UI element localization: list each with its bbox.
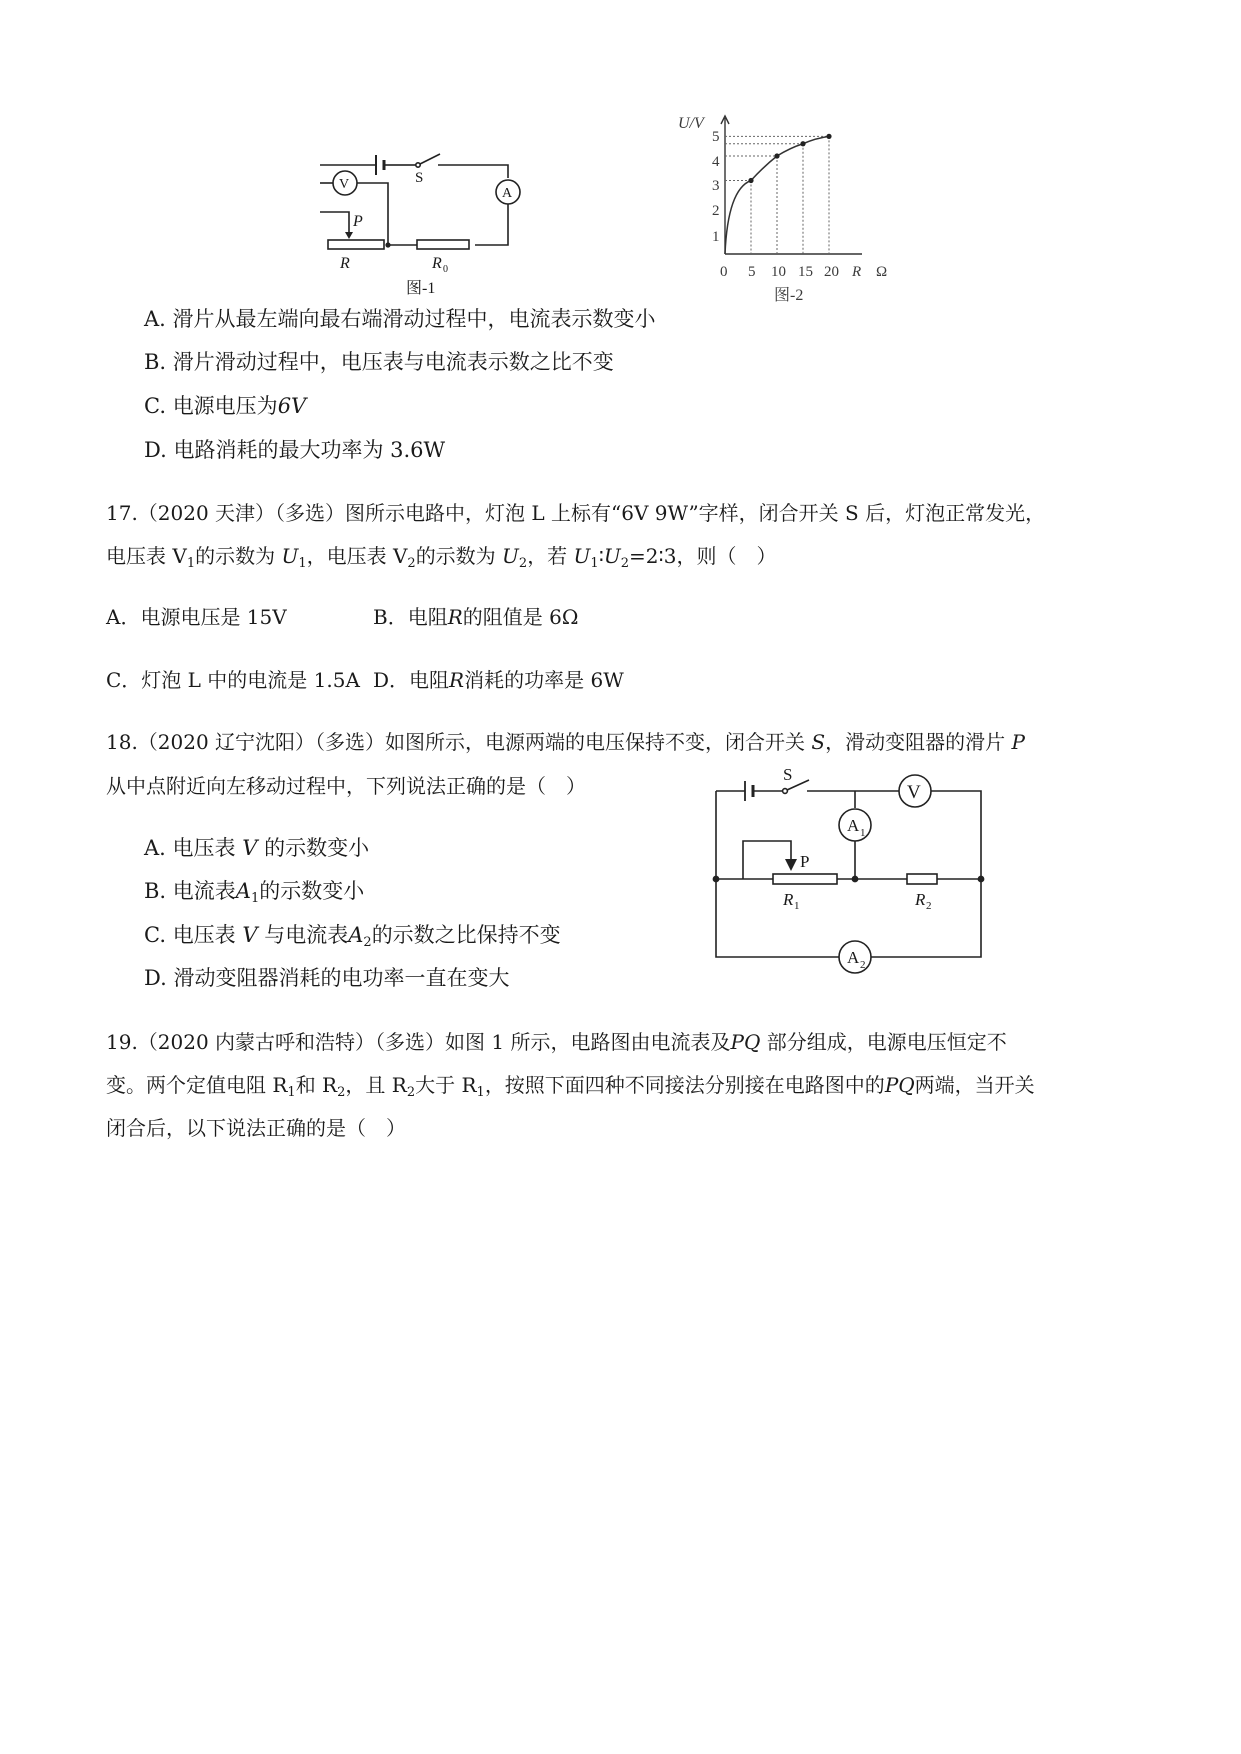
- text-segment: 部分组成，电源电压恒定不: [766, 1030, 1007, 1054]
- slider-label: P: [800, 852, 810, 871]
- text-segment: 电压表: [172, 836, 236, 860]
- text-segment: 滑动变阻器消耗的电功率一直在变大: [173, 966, 510, 990]
- option-letter: D.: [144, 966, 167, 990]
- figure-2-graph: [672, 110, 922, 320]
- option-text: 电路消耗的最大功率为 3.6W: [173, 438, 446, 462]
- voltmeter-label: V: [907, 782, 921, 803]
- text-segment: ，滑动变阻器的滑片: [825, 730, 1006, 754]
- text-segment: 与电流表: [264, 923, 349, 947]
- variable-u: U: [502, 544, 519, 568]
- figure-1-circuit: [320, 140, 550, 300]
- text-segment: 的阻值是 6Ω: [462, 605, 579, 629]
- q18-stem-line-1: [106, 728, 1025, 756]
- r1-label: R: [783, 890, 794, 909]
- text-segment: 的示数为: [415, 544, 496, 568]
- x-axis-label-r: R: [852, 264, 862, 280]
- y-axis-label: U/V: [678, 115, 704, 132]
- text-segment: ，电压表 V: [306, 544, 408, 568]
- text-segment: 变。两个定值电阻 R: [106, 1073, 288, 1097]
- x-tick-20: 20: [824, 264, 839, 280]
- slider-label: P: [353, 213, 363, 230]
- resistor-subscript: 0: [443, 264, 448, 275]
- text-segment: =2∶3，则（ ）: [629, 544, 777, 568]
- q17-stem-line-2: [106, 542, 776, 570]
- variable-r: R: [447, 605, 463, 629]
- q18-option-b: [144, 877, 364, 905]
- text-segment: 18.（2020 辽宁沈阳）（多选）如图所示，电源两端的电压保持不变，闭合开关: [106, 730, 806, 754]
- variable-v: V: [242, 923, 258, 947]
- variable-pq: PQ: [884, 1073, 915, 1097]
- x-tick-5: 5: [748, 264, 756, 280]
- text-segment: 的示数变小: [264, 836, 370, 860]
- text-segment: 消耗的功率是 6W: [464, 668, 624, 692]
- q19-stem-line-2: [106, 1071, 1035, 1099]
- x-axis-label-unit: Ω: [876, 264, 888, 280]
- q17-option-a: A．电源电压是 15V: [106, 605, 287, 629]
- x-tick-10: 10: [771, 264, 786, 280]
- y-tick-2: 2: [712, 203, 720, 219]
- rheostat-label: R: [340, 255, 350, 272]
- option-letter: C.: [144, 394, 166, 418]
- variable-u: U: [281, 544, 299, 568]
- text-segment: ，且 R: [345, 1073, 407, 1097]
- ammeter-2-subscript: 2: [860, 959, 866, 971]
- ammeter-1-label: A: [847, 816, 860, 835]
- subscript: 2: [406, 1085, 416, 1100]
- q16-option-a: [144, 305, 656, 333]
- q19-stem-line-3: 闭合后，以下说法正确的是（ ）: [106, 1116, 406, 1140]
- variable-u: U: [573, 544, 591, 568]
- q18-option-d: [144, 964, 509, 992]
- figure-1-caption: 图-1: [406, 280, 436, 297]
- option-letter: C.: [144, 923, 166, 947]
- graph-points: [748, 134, 831, 183]
- q18-circuit-figure: [705, 760, 1005, 985]
- subscript: 2: [337, 1085, 346, 1100]
- text-segment: 电流表: [172, 879, 236, 903]
- q17-option-d: [373, 666, 624, 694]
- option-letter: A.: [144, 836, 166, 860]
- text-segment: D．电阻: [373, 668, 450, 692]
- q16-option-d: [144, 436, 445, 464]
- variable-v: V: [242, 836, 258, 860]
- subscript: 1: [250, 891, 260, 906]
- data-point: [774, 153, 779, 158]
- subscript: 1: [287, 1085, 296, 1100]
- subscript: 2: [363, 935, 372, 950]
- y-tick-5: 5: [712, 129, 720, 145]
- variable-pq: PQ: [730, 1030, 761, 1054]
- subscript: 1: [476, 1085, 485, 1100]
- r2-label: R: [915, 890, 926, 909]
- option-letter: D.: [144, 438, 167, 462]
- q17-option-b: [373, 603, 578, 631]
- option-text: 滑片从最左端向最右端滑动过程中，电流表示数变小: [172, 307, 656, 331]
- q19-stem-line-1: [106, 1028, 1007, 1056]
- text-segment: 19.（2020 内蒙古呼和浩特）（多选）如图 1 所示，电路图由电流表及: [106, 1030, 731, 1054]
- ammeter-1-subscript: 1: [860, 827, 866, 839]
- text-segment: 电压表: [172, 923, 236, 947]
- option-letter: B.: [144, 879, 167, 903]
- option-letter: A.: [144, 307, 166, 331]
- text-segment: ，按照下面四种不同接法分别接在电路图中的: [484, 1073, 885, 1097]
- text-segment: ，若: [527, 544, 568, 568]
- r1-subscript: 1: [794, 900, 800, 912]
- y-tick-3: 3: [712, 178, 720, 194]
- subscript: 1: [298, 556, 307, 571]
- text-segment: 大于 R: [415, 1073, 477, 1097]
- r2-subscript: 2: [926, 900, 932, 912]
- text-segment: 的示数变小: [259, 879, 365, 903]
- variable-a: A: [348, 923, 364, 947]
- variable-u: U: [603, 544, 621, 568]
- voltmeter-label: V: [339, 177, 350, 192]
- variable-p: P: [1011, 730, 1025, 754]
- option-value: 6V: [277, 394, 307, 418]
- text-segment: 和 R: [295, 1073, 338, 1097]
- q16-option-b: [144, 348, 614, 376]
- data-point: [800, 141, 805, 146]
- q17-option-c: C．灯泡 L 中的电流是 1.5A: [106, 668, 360, 692]
- switch-label: S: [415, 170, 424, 186]
- variable-a: A: [235, 879, 251, 903]
- data-point: [826, 134, 831, 139]
- y-tick-4: 4: [712, 154, 720, 170]
- figure-2-caption: 图-2: [774, 287, 804, 304]
- x-tick-15: 15: [798, 264, 813, 280]
- q18-option-a: [144, 834, 369, 862]
- x-tick-0: 0: [720, 264, 728, 280]
- q18-stem-line-2: 从中点附近向左移动过程中，下列说法正确的是（ ）: [106, 774, 586, 798]
- option-letter: B.: [144, 350, 167, 374]
- text-segment: 的示数为: [195, 544, 276, 568]
- ammeter-2-label: A: [847, 948, 860, 967]
- subscript: 2: [620, 556, 630, 571]
- variable-r: R: [449, 668, 465, 692]
- option-text: 电源电压为: [172, 394, 278, 418]
- subscript: 1: [590, 556, 599, 571]
- variable-s: S: [811, 730, 826, 754]
- switch-label: S: [783, 765, 793, 784]
- data-point: [748, 178, 753, 183]
- text-segment: ∶: [598, 544, 604, 568]
- subscript: 1: [186, 556, 196, 571]
- subscript: 2: [407, 556, 416, 571]
- text-segment: B．电阻: [373, 605, 448, 629]
- text-segment: 电压表 V: [106, 544, 187, 568]
- resistor-label: R: [432, 255, 442, 272]
- q17-stem-line-1: 17.（2020 天津）（多选）图所示电路中，灯泡 L 上标有“6V 9W”字样，闭合开关 S 后，灯泡正常发光，: [106, 501, 1046, 525]
- ammeter-label: A: [502, 186, 513, 201]
- q16-option-c: [144, 392, 306, 420]
- option-text: 滑片滑动过程中，电压表与电流表示数之比不变: [172, 350, 614, 374]
- y-tick-1: 1: [712, 229, 720, 245]
- text-segment: 的示数之比保持不变: [371, 923, 561, 947]
- q18-option-c: [144, 921, 561, 949]
- text-segment: 两端，当开关: [914, 1073, 1035, 1097]
- subscript: 2: [518, 556, 528, 571]
